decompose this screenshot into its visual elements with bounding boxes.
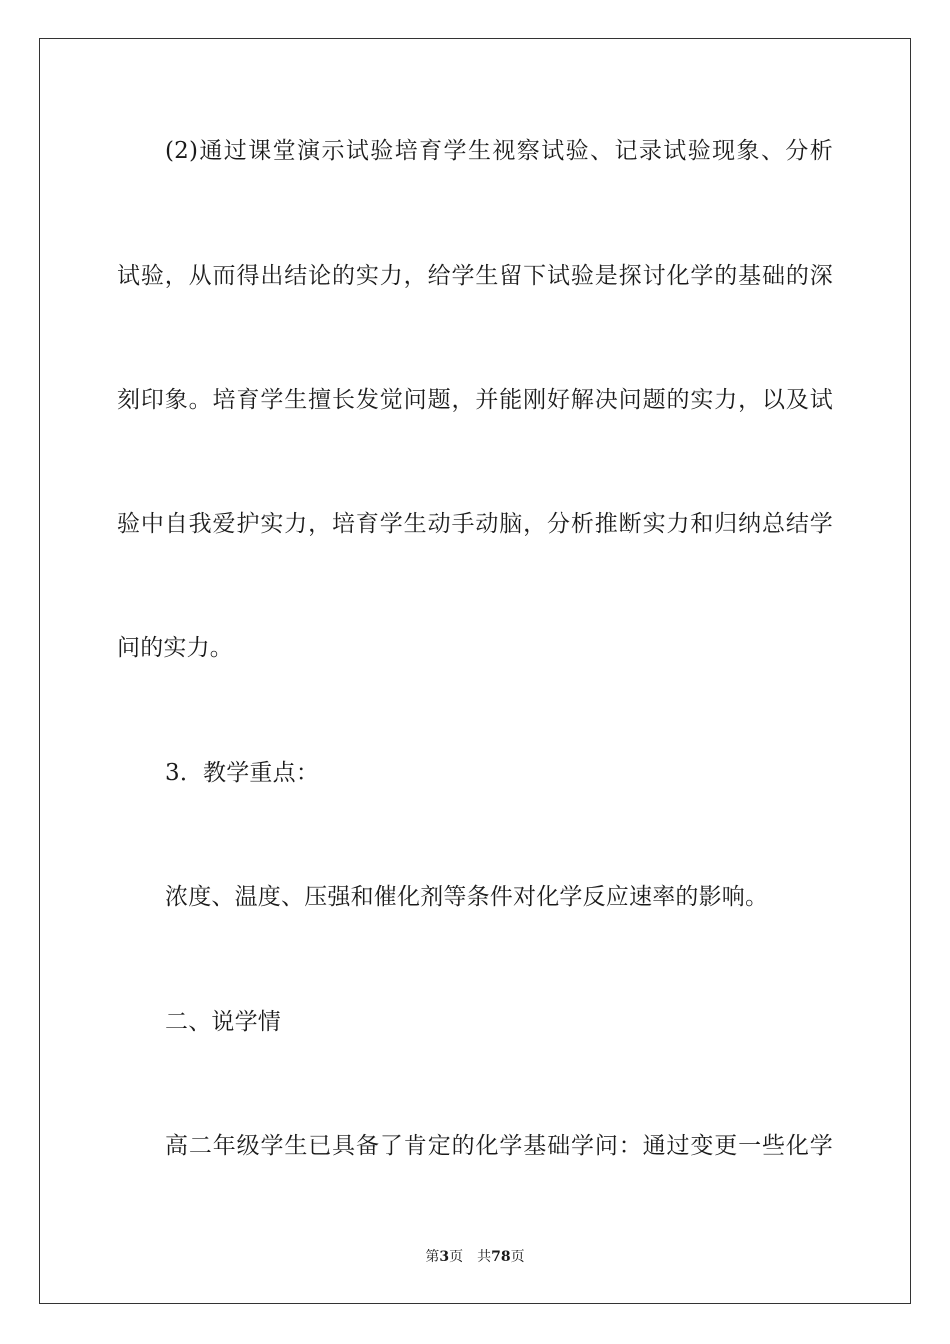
footer-total-prefix: 共 (477, 1249, 492, 1265)
teaching-focus-text: 浓度、温度、压强和催化剂等条件对化学反应速率的影响。 (165, 884, 769, 910)
footer-page-prefix: 第 (425, 1249, 440, 1265)
paragraph-line-1: (2)通过课堂演示试验培育学生视察试验、记录试验现象、分析 (165, 138, 833, 164)
footer-total-pages: 78 (491, 1249, 511, 1265)
page-footer (0, 1248, 950, 1266)
paragraph-line-2: 试验，从而得出结论的实力，给学生留下试验是探讨化学的基础的深 (117, 263, 833, 289)
student-analysis-text: 高二年级学生已具备了肯定的化学基础学问：通过变更一些化学 (165, 1133, 833, 1159)
paragraph-line-5: 问的实力。 (117, 635, 233, 661)
paragraph-line-4: 验中自我爱护实力，培育学生动手动脑，分析推断实力和归纳总结学 (117, 511, 833, 537)
footer-total-suffix: 页 (510, 1249, 525, 1265)
section-heading-teaching-focus: 3．教学重点： (165, 760, 320, 786)
section-heading-student-analysis: 二、说学情 (165, 1009, 281, 1035)
footer-page-number: 3 (439, 1249, 450, 1265)
footer-page-suffix: 页 (449, 1249, 464, 1265)
page-border (39, 38, 911, 1304)
paragraph-line-3: 刻印象。培育学生擅长发觉问题，并能刚好解决问题的实力，以及试 (117, 387, 833, 413)
